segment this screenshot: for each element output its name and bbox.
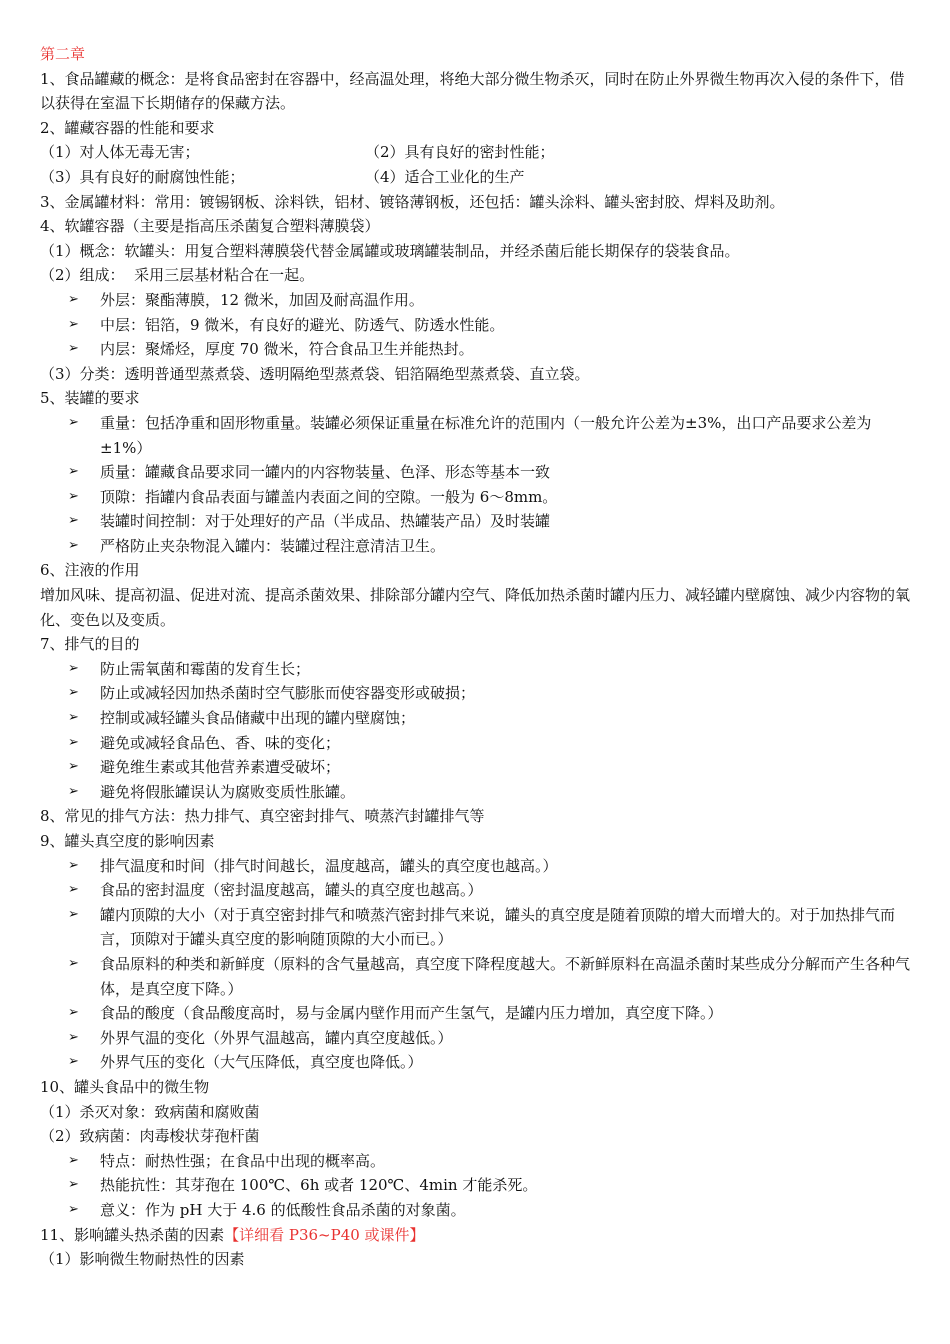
arrowhead-bullet-icon: ➢ xyxy=(68,710,79,726)
section-2-item-3: （3）具有良好的耐腐蚀性能； xyxy=(40,167,245,186)
list-item: ➢ 避免或减轻食品色、香、味的变化； xyxy=(40,731,912,756)
section-6-paragraph: 增加风味、提高初温、促进对流、提高杀菌效果、排除部分罐内空气、降低加热杀菌时罐内压力、减轻罐内壁腐蚀、减少内容物的氧化、变色以及变质。 xyxy=(40,586,911,629)
section-6-title: 6、注液的作用 xyxy=(40,561,140,580)
arrowhead-bullet-icon: ➢ xyxy=(68,291,79,307)
list-item: ➢ 防止需氧菌和霉菌的发育生长； xyxy=(40,657,912,682)
section-3-paragraph: 3、金属罐材料：常用：镀锡钢板、涂料铁，铝材、镀铬薄钢板，还包括：罐头涂料、罐头密封胶、焊料及助剂。 xyxy=(40,192,785,211)
list-item: ➢ 质量：罐藏食品要求同一罐内的内容物装量、色泽、形态等基本一致 xyxy=(40,460,912,485)
list-item: ➢ 严格防止夹杂物混入罐内：装罐过程注意清洁卫生。 xyxy=(40,534,912,559)
arrowhead-bullet-icon: ➢ xyxy=(68,464,79,480)
arrowhead-bullet-icon: ➢ xyxy=(68,857,79,873)
arrowhead-bullet-icon: ➢ xyxy=(68,1201,79,1217)
section-11-item-1: （1）影响微生物耐热性的因素 xyxy=(40,1250,245,1269)
document-page xyxy=(40,42,912,1272)
arrowhead-bullet-icon: ➢ xyxy=(68,1005,79,1021)
list-item: ➢ 装罐时间控制：对于处理好的产品（半成品、热罐装产品）及时装罐 xyxy=(40,509,912,534)
list-item: ➢ 意义：作为 pH 大于 4.6 的低酸性食品杀菌的对象菌。 xyxy=(40,1198,912,1223)
arrowhead-bullet-icon: ➢ xyxy=(68,734,79,750)
list-item: ➢ 热能抗性：其芽孢在 100℃、6h 或者 120℃、4min 才能杀死。 xyxy=(40,1173,912,1198)
section-2-item-1: （1）对人体无毒无害； xyxy=(40,143,200,162)
list-item: ➢ 控制或减轻罐头食品储藏中出现的罐内壁腐蚀； xyxy=(40,706,912,731)
list-item: ➢ 外层：聚酯薄膜，12 微米，加固及耐高温作用。 xyxy=(40,288,912,313)
section-2-item-4: （4）适合工业化的生产 xyxy=(365,167,525,186)
arrowhead-bullet-icon: ➢ xyxy=(68,1177,79,1193)
section-7-title: 7、排气的目的 xyxy=(40,635,140,654)
section-8-paragraph: 8、常见的排气方法：热力排气、真空密封排气、喷蒸汽封罐排气等 xyxy=(40,807,485,826)
arrowhead-bullet-icon: ➢ xyxy=(68,537,79,553)
arrowhead-bullet-icon: ➢ xyxy=(68,759,79,775)
list-item: ➢ 排气温度和时间（排气时间越长，温度越高，罐头的真空度也越高。） xyxy=(40,854,912,879)
list-item: ➢ 中层：铝箔，9 微米，有良好的避光、防透气、防透水性能。 xyxy=(40,313,912,338)
list-item: ➢ 防止或减轻因加热杀菌时空气膨胀而使容器变形或破损； xyxy=(40,681,912,706)
arrowhead-bullet-icon: ➢ xyxy=(68,316,79,332)
list-item: ➢ 内层：聚烯烃，厚度 70 微米，符合食品卫生并能热封。 xyxy=(40,337,912,362)
arrowhead-bullet-icon: ➢ xyxy=(68,660,79,676)
section-4-item-1: （1）概念：软罐头：用复合塑料薄膜袋代替金属罐或玻璃罐装制品，并经杀菌后能长期保存的袋装食品。 xyxy=(40,241,740,260)
list-item: ➢ 特点：耐热性强；在食品中出现的概率高。 xyxy=(40,1149,912,1174)
list-item: ➢ 顶隙：指罐内食品表面与罐盖内表面之间的空隙。一般为 6～8mm。 xyxy=(40,485,912,510)
section-10-title: 10、罐头食品中的微生物 xyxy=(40,1077,210,1096)
arrowhead-bullet-icon: ➢ xyxy=(68,906,79,922)
arrowhead-bullet-icon: ➢ xyxy=(68,882,79,898)
section-2-title: 2、罐藏容器的性能和要求 xyxy=(40,118,215,137)
arrowhead-bullet-icon: ➢ xyxy=(68,1054,79,1070)
section-10-item-1: （1）杀灭对象：致病菌和腐败菌 xyxy=(40,1102,260,1121)
section-2-row-1 xyxy=(40,140,912,165)
section-5-title: 5、装罐的要求 xyxy=(40,389,140,408)
list-item: ➢ 食品的密封温度（密封温度越高，罐头的真空度也越高。） xyxy=(40,878,912,903)
arrowhead-bullet-icon: ➢ xyxy=(68,488,79,504)
section-1-paragraph: 1、食品罐藏的概念：是将食品密封在容器中，经高温处理，将绝大部分微生物杀灭，同时在防止外界微生物再次入侵的条件下，借以获得在室温下长期储存的保藏方法。 xyxy=(40,69,905,113)
chapter-heading: 第二章 xyxy=(40,45,86,63)
list-item: ➢ 食品原料的种类和新鲜度（原料的含气量越高，真空度下降程度越大。不新鲜原料在高温杀菌时某些成分分解而产生各种气体，是真空度下降。） xyxy=(40,952,912,1001)
list-item: ➢ 避免维生素或其他营养素遭受破坏； xyxy=(40,755,912,780)
section-2-row-2 xyxy=(40,165,912,190)
arrowhead-bullet-icon: ➢ xyxy=(68,414,79,430)
list-item: ➢ 外界气温的变化（外界气温越高，罐内真空度越低。） xyxy=(40,1026,912,1051)
list-item: ➢ 重量：包括净重和固形物重量。装罐必须保证重量在标准允许的范围内（一般允许公差为±3%，出口产品要求公差为±1%） xyxy=(40,411,912,460)
section-9-title: 9、罐头真空度的影响因素 xyxy=(40,832,215,850)
section-11-title-line xyxy=(40,1223,912,1248)
arrowhead-bullet-icon: ➢ xyxy=(68,341,79,357)
section-11-title: 11、影响罐头热杀菌的因素 xyxy=(40,1225,225,1244)
list-item: ➢ 外界气压的变化（大气压降低，真空度也降低。） xyxy=(40,1050,912,1075)
section-2-item-2: （2）具有良好的密封性能； xyxy=(365,143,555,162)
section-4-item-3: （3）分类：透明普通型蒸煮袋、透明隔绝型蒸煮袋、铝箔隔绝型蒸煮袋、直立袋。 xyxy=(40,364,590,383)
section-11-reference-note: 【详细看 P36~P40 或课件】 xyxy=(224,1225,425,1244)
arrowhead-bullet-icon: ➢ xyxy=(68,955,79,971)
arrowhead-bullet-icon: ➢ xyxy=(68,1152,79,1168)
section-4-item-2: （2）组成： 采用三层基材粘合在一起。 xyxy=(40,266,315,285)
section-4-title: 4、软罐容器（主要是指高压杀菌复合塑料薄膜袋） xyxy=(40,217,380,236)
arrowhead-bullet-icon: ➢ xyxy=(68,1029,79,1045)
list-item: ➢ 罐内顶隙的大小（对于真空密封排气和喷蒸汽密封排气来说，罐头的真空度是随着顶隙的增大而增大的。对于加热排气而言，顶隙对于罐头真空度的影响随顶隙的大小而已。） xyxy=(40,903,912,952)
list-item: ➢ 食品的酸度（食品酸度高时，易与金属内壁作用而产生氢气，是罐内压力增加，真空度下降。） xyxy=(40,1001,912,1026)
list-item: ➢ 避免将假胀罐误认为腐败变质性胀罐。 xyxy=(40,780,912,805)
arrowhead-bullet-icon: ➢ xyxy=(68,685,79,701)
section-10-item-2: （2）致病菌：肉毒梭状芽孢杆菌 xyxy=(40,1127,260,1146)
arrowhead-bullet-icon: ➢ xyxy=(68,513,79,529)
arrowhead-bullet-icon: ➢ xyxy=(68,783,79,799)
